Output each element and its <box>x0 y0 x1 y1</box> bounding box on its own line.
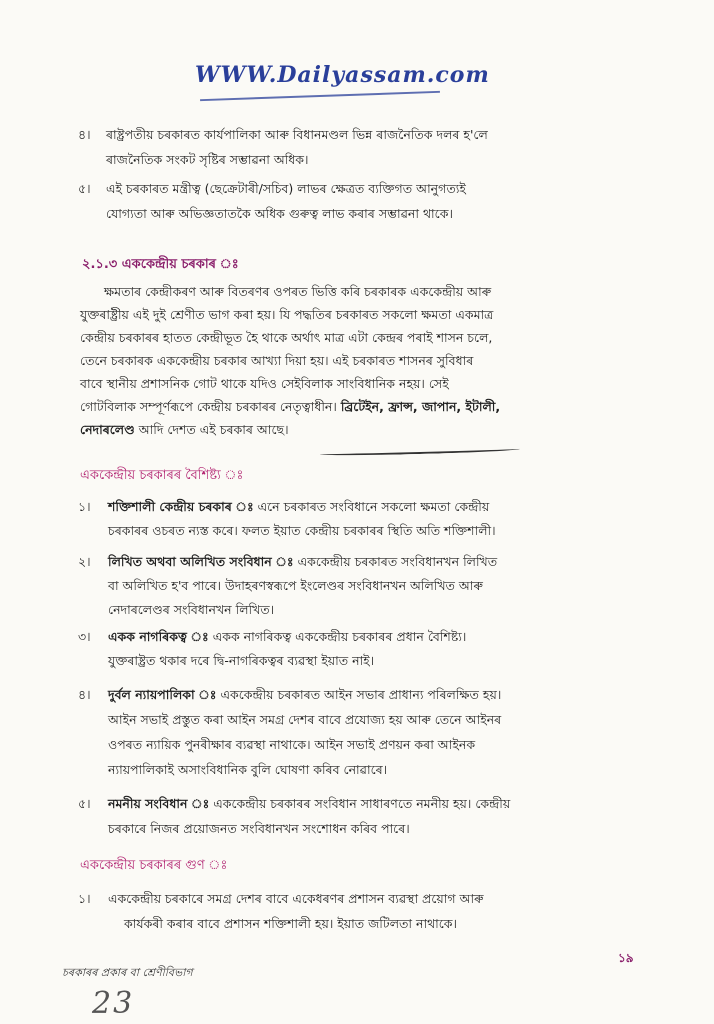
para-text: গোটবিলাক সম্পূৰ্ণৰূপে কেন্দ্ৰীয় চৰকাৰৰ নেতৃত্বাধীন। <box>80 399 337 414</box>
item-line: ৰাষ্ট্ৰপতীয় চৰকাৰত কাৰ্যপালিকা আৰু বিধানমণ্ডল ভিন্ন ৰাজনৈতিক দলৰ হ'লে <box>106 127 488 142</box>
feature-title: দুৰ্বল ন্যায়পালিকা ঃ <box>108 687 217 702</box>
feature-title: নমনীয় সংবিধান ঃ <box>108 796 210 811</box>
item-line <box>108 626 688 647</box>
feature-text: এককেন্দ্ৰীয় চৰকাৰত সংবিধানখন লিখিত <box>297 554 498 569</box>
item-line <box>108 496 688 517</box>
item-number: ২। <box>78 554 91 569</box>
item-line: যোগ্যতা আৰু অভিজ্ঞতাতকৈ অধিক গুৰুত্ব লাভ কৰাৰ সম্ভাৱনা থাকে। <box>106 206 453 221</box>
item-line: ন্যায়পালিকাই অসাংবিধানিক বুলি ঘোষণা কৰিব নোৱাৰে। <box>108 762 388 777</box>
section-paragraph <box>80 280 680 441</box>
item-number: ৪। <box>78 127 91 142</box>
para-line: ক্ষমতাৰ কেন্দ্ৰীকৰণ আৰু বিতৰণৰ ওপৰত ভিত্তি কৰি চৰকাৰক এককেন্দ্ৰীয় আৰু <box>104 284 492 299</box>
para-line: তেনে চৰকাৰক এককেন্দ্ৰীয় চৰকাৰ আখ্যা দিয়া হয়। এই চৰকাৰত শাসনৰ সুবিধাৰ <box>80 353 474 368</box>
item-number: ৫। <box>78 181 91 196</box>
item-line: নেদাৰলেণ্ডৰ সংবিধানখন লিখিত। <box>108 602 275 617</box>
item-line: চৰকাৰৰ ওচৰত ন্যস্ত কৰে। ফলত ইয়াত কেন্দ্ৰীয় চৰকাৰৰ স্থিতি অতি শক্তিশালী। <box>108 523 496 538</box>
watermark-logo: WWW.Dailyassam.com <box>195 62 490 88</box>
item-number: ৩। <box>78 629 91 644</box>
para-bold: ব্ৰিটেইন, ফ্ৰান্স, জাপান, ইটালী, <box>340 399 501 414</box>
feature-title: লিখিত অথবা অলিখিত সংবিধান ঃ <box>108 554 294 569</box>
feature-text: এককেন্দ্ৰীয় চৰকাৰত আইন সভাৰ প্ৰাধান্য পৰিলক্ষিত হয়। <box>220 687 502 702</box>
item-number: ৪। <box>78 687 91 702</box>
watermark-underline <box>200 91 440 101</box>
feature-title: একক নাগৰিকত্ব ঃ <box>108 629 209 644</box>
item-line: এককেন্দ্ৰীয় চৰকাৰে সমগ্ৰ দেশৰ বাবে একেধৰণৰ প্ৰশাসন ব্যৱস্থা প্ৰয়োগ আৰু <box>108 891 484 906</box>
merits-heading: এককেন্দ্ৰীয় চৰকাৰৰ গুণ ঃ <box>80 858 228 873</box>
handwritten-number: 23 <box>92 986 135 1021</box>
item-line: ৰাজনৈতিক সংকট সৃষ্টিৰ সম্ভাৱনা অধিক। <box>106 152 309 167</box>
pen-underline <box>320 446 520 456</box>
item-line: এই চৰকাৰত মন্ত্ৰীত্ব (ছেক্ৰেটাৰী/সচিব) লাভৰ ক্ষেত্ৰত ব্যক্তিগত আনুগত্যই <box>106 181 466 196</box>
feature-text: একক নাগৰিকত্ব এককেন্দ্ৰীয় চৰকাৰৰ প্ৰধান বৈশিষ্ট্য। <box>212 629 467 644</box>
footer-chapter-title: চৰকাৰৰ প্ৰকাৰ বা শ্ৰেণীবিভাগ <box>62 966 193 979</box>
para-line: বাবে স্থানীয় প্ৰশাসনিক গোট থাকে যদিও সেইবিলাক সাংবিধানিক নহয়। সেই <box>80 376 449 391</box>
item-line: ওপৰত ন্যায়িক পুনৰীক্ষাৰ ব্যৱস্থা নাথাকে। আইন সভাই প্ৰণয়ন কৰা আইনক <box>108 737 476 752</box>
section-heading: ২.১.৩ এককেন্দ্ৰীয় চৰকাৰ ঃ <box>82 257 239 272</box>
para-bold: নেদাৰলেণ্ড <box>80 422 135 437</box>
item-number: ৫। <box>78 796 91 811</box>
item-line: বা অলিখিত হ'ব পাৰে। উদাহৰণস্বৰূপে ইংলেণ্ডৰ সংবিধানখন অলিখিত আৰু <box>108 578 483 593</box>
item-number: ১। <box>78 891 91 906</box>
para-text: আদি দেশত এই চৰকাৰ আছে। <box>138 422 289 437</box>
item-line: যুক্তৰাষ্ট্ৰত থকাৰ দৰে দ্বি-নাগৰিকত্বৰ ব্যৱস্থা ইয়াত নাই। <box>108 653 375 668</box>
para-line <box>80 395 680 418</box>
para-line <box>80 418 680 441</box>
feature-title: শক্তিশালী কেন্দ্ৰীয় চৰকাৰ ঃ <box>108 499 254 514</box>
item-number: ১। <box>78 499 91 514</box>
item-line: আইন সভাই প্ৰস্তুত কৰা আইন সমগ্ৰ দেশৰ বাবে প্ৰযোজ্য হয় আৰু তেনে আইনৰ <box>108 712 502 727</box>
item-line <box>108 684 688 705</box>
feature-text: এককেন্দ্ৰীয় চৰকাৰৰ সংবিধান সাধাৰণতে নমনীয় হয়। কেন্দ্ৰীয় <box>213 796 511 811</box>
para-line: যুক্তৰাষ্ট্ৰীয় এই দুই শ্ৰেণীত ভাগ কৰা হয়। যি পদ্ধতিৰ চৰকাৰত সকলো ক্ষমতা একমাত্ৰ <box>80 307 494 322</box>
item-line: চৰকাৰে নিজৰ প্ৰয়োজনত সংবিধানখন সংশোধন কৰিব পাৰে। <box>108 821 410 836</box>
item-line <box>108 551 688 572</box>
item-line: কাৰ্যকৰী কৰাৰ বাবে প্ৰশাসন শক্তিশালী হয়। ইয়াত জটিলতা নাথাকে। <box>124 916 458 931</box>
item-line <box>108 793 688 814</box>
para-line: কেন্দ্ৰীয় চৰকাৰৰ হাতত কেন্দ্ৰীভূত হৈ থাকে অৰ্থাৎ মাত্ৰ এটা কেন্দ্ৰৰ পৰাই শাসন চলে, <box>80 330 493 345</box>
features-heading: এককেন্দ্ৰীয় চৰকাৰৰ বৈশিষ্ট্য ঃ <box>80 468 244 483</box>
page-number: ১৯ <box>618 951 634 965</box>
feature-text: এনে চৰকাৰত সংবিধানে সকলো ক্ষমতা কেন্দ্ৰীয় <box>257 499 490 514</box>
